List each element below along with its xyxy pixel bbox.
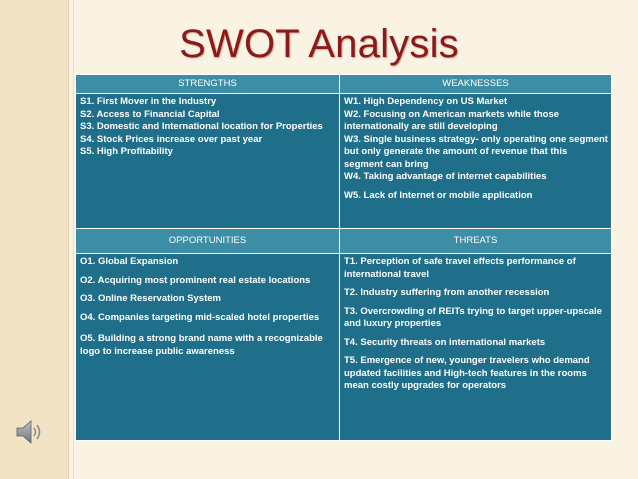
weakness-item: W2. Focusing on American markets while those internationally are still developing (344, 108, 560, 132)
swot-table (75, 74, 612, 441)
threat-item: T5. Emergence of new, younger travelers who demand updated facilities and High-tech features in the rooms mean costly upgrades for operators (344, 355, 590, 391)
speaker-icon[interactable] (14, 418, 46, 446)
opportunity-item: O4. Companies targeting mid-scaled hotel properties (80, 311, 320, 323)
slide-title: SWOT Analysis (179, 22, 459, 66)
weakness-item: W4. Taking advantage of internet capabilities (344, 171, 547, 182)
strength-item: S4. Stock Prices increase over past year (80, 133, 263, 145)
weakness-item: W3. Single business strategy- only operating one segment but only generate the amount of revenue that this segment can bring (344, 133, 608, 170)
opportunities-header: OPPORTUNITIES (76, 229, 340, 254)
opportunities-cell (76, 254, 340, 441)
slide-sidebar (0, 0, 69, 479)
weaknesses-cell (340, 94, 612, 229)
threat-item: T1. Perception of safe travel effects performance of international travel (344, 256, 576, 280)
strength-item: S5. High Profitability (80, 146, 173, 157)
opportunity-item: O3. Online Reservation System (80, 293, 221, 304)
opportunity-item: O5. Building a strong brand name with a recognizable logo to increase public awareness (80, 333, 323, 357)
strength-item: S2. Access to Financial Capital (80, 108, 220, 120)
threats-cell (340, 254, 612, 441)
threats-header: THREATS (340, 229, 612, 254)
strengths-header: STRENGTHS (76, 75, 340, 94)
threat-item: T2. Industry suffering from another recession (344, 287, 550, 298)
strengths-cell (76, 94, 340, 229)
opportunity-item: O1. Global Expansion (80, 256, 179, 267)
opportunity-item: O2. Acquiring most prominent real estate locations (80, 274, 311, 286)
strength-item: S3. Domestic and International location for Properties (80, 121, 323, 132)
weaknesses-header: WEAKNESSES (340, 75, 612, 94)
weakness-item: W5. Lack of Internet or mobile application (344, 189, 533, 201)
weakness-item: W1. High Dependency on US Market (344, 96, 508, 107)
threat-item: T3. Overcrowding of REITs trying to target upper-upscale and luxury properties (344, 305, 602, 329)
strength-item: S1. First Mover in the Industry (80, 96, 217, 107)
threat-item: T4. Security threats on international markets (344, 336, 546, 348)
